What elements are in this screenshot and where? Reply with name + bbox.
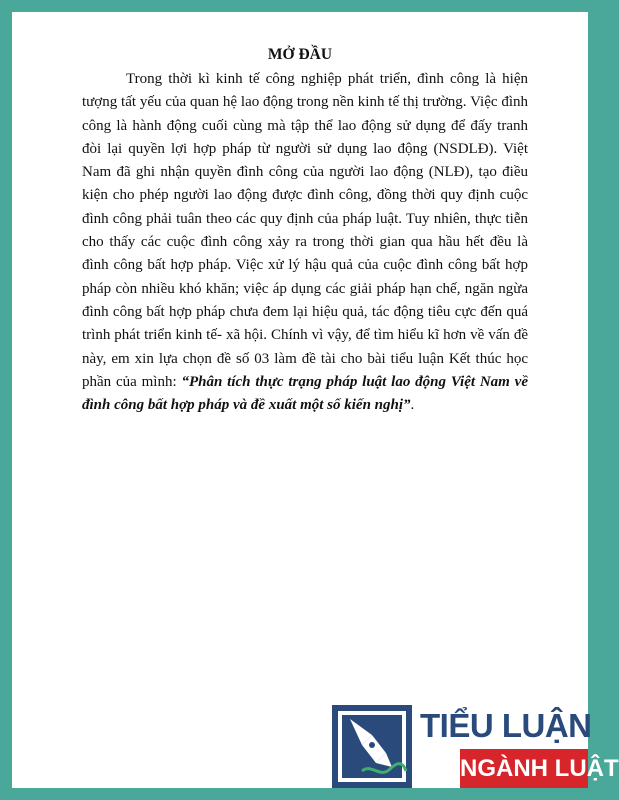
- body-paragraph: [82, 68, 528, 417]
- logo-emblem: [332, 705, 412, 788]
- pen-nib-icon: [332, 705, 412, 788]
- logo-text-secondary: NGÀNH LUẬT: [460, 749, 588, 788]
- paragraph-text: Trong thời kì kinh tế công nghiệp phát triển, đình công là hiện tượng tất yếu của quan hệ lao động trong nền kinh tế thị trường. Việc đình công là hành động cuối cùng mà tập thể lao động sử dụng để đấy tranh đòi lại quyền lợi hợp pháp từ người sử dụng lao động (NSDLĐ). Việt Nam đã ghi nhận quyền đình công của người lao động (NLĐ), tạo điều kiện cho phép người lao động được đình công, đồng thời quy định cuộc đình công phải tuân theo các quy định của pháp luật. Tuy nhiên, thực tiễn cho thấy các cuộc đình công xảy ra trong thời gian qua hầu hết đều là đình công bất hợp pháp. Việc xử lý hậu quả của cuộc đình công bất hợp pháp còn nhiều khó khăn; việc áp dụng các giải pháp hạn chế, ngăn ngừa đình công bất hợp pháp chưa đem lại hiệu quả, tác động tiêu cực đến quá trình phát triển kinh tế- xã hội. Chính vì vậy, để tìm hiểu kĩ hơn về vấn đề này, em xin lựa chọn đề số 03 làm đề tài cho bài tiểu luận Kết thúc học phần của mình:: [82, 71, 528, 390]
- topic-title: “Phân tích thực trạng pháp luật lao động Việt Nam về đình công bất hợp pháp và đề xuất một số kiến nghị”: [82, 373, 528, 414]
- document-page: [12, 12, 619, 788]
- paragraph-end: .: [410, 397, 415, 414]
- brand-logo: [332, 705, 619, 788]
- page-title: MỞ ĐẦU: [267, 46, 333, 63]
- logo-text-primary: TIỂU LUẬN: [420, 707, 592, 744]
